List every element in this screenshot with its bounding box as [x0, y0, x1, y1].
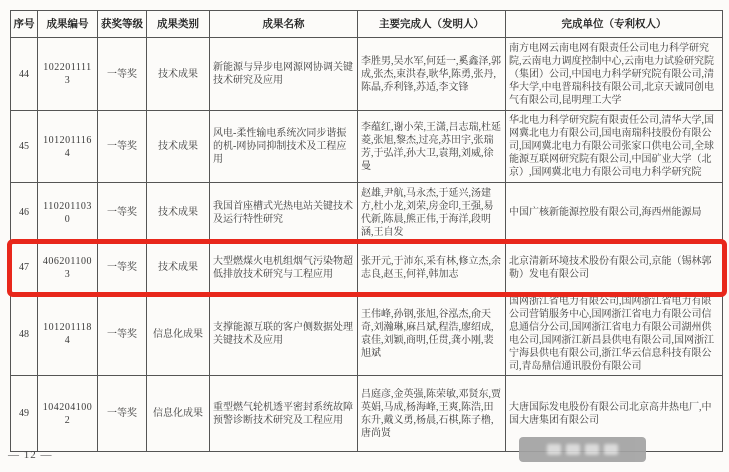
col-header-achievement-name: 成果名称 — [210, 11, 358, 38]
cell-achievement-code: 1022011113 — [38, 38, 98, 111]
table-row — [11, 293, 723, 376]
col-header-category: 成果类别 — [147, 11, 210, 38]
cell-serial-number: 45 — [11, 111, 38, 183]
cell-category: 信息化成果 — [147, 376, 210, 452]
cell-achievement-name: 大型燃煤火电机组烟气污染物超低排放技术研究与工程应用 — [210, 243, 358, 293]
col-header-main-contributors: 主要完成人（发明人） — [358, 11, 506, 38]
cell-main-contributors: 张开元,于沛东,采有林,修立杰,余志良,赵玉,何祥,韩加志 — [358, 243, 506, 293]
cell-completing-units: 北京清新环境技术股份有限公司,京能（锡林郭勒）发电有限公司 — [506, 243, 723, 293]
page-number: — 12 — — [8, 449, 53, 461]
cell-main-contributors: 赵雄,尹航,马永杰,于延兴,汤建方,杜小龙,刘荣,房金印,王强,易代新,陈晨,熊正伟,于海洋,段明涵,王自发 — [358, 183, 506, 243]
col-header-serial-number: 序号 — [11, 11, 38, 38]
cell-main-contributors: 李胜男,吴水军,何廷一,奚鑫泽,郭成,张杰,束洪春,耿华,陈勇,张丹,陈晶,乔利锋,苏适,李文锋 — [358, 38, 506, 111]
cell-achievement-code: 4062011003 — [38, 243, 98, 293]
cell-serial-number: 48 — [11, 293, 38, 376]
cell-achievement-name: 新能源与异步电网源网协调关键技术研究及应用 — [210, 38, 358, 111]
cell-main-contributors: 李蕴红,谢小荣,王潇,吕志瑞,杜延菱,张旭,黎杰,过亮,苏田宇,张瑞芳,于弘洋,孙大卫,袁翔,刘威,徐曼 — [358, 111, 506, 183]
watermark-glyph — [547, 444, 561, 455]
cell-award-level: 一等奖 — [98, 183, 147, 243]
cell-achievement-code: 1042041002 — [38, 376, 98, 452]
col-header-award-level: 获奖等级 — [98, 11, 147, 38]
col-header-achievement-code: 成果编号 — [38, 11, 98, 38]
cell-serial-number: 49 — [11, 376, 38, 452]
cell-category: 技术成果 — [147, 243, 210, 293]
col-header-completing-units: 完成单位（专利权人） — [506, 11, 723, 38]
cell-completing-units: 南方电网云南电网有限责任公司电力科学研究院,云南电力调度控制中心,云南电力试验研究院（集团）公司,中国电力科学研究院有限公司,清华大学,中电普瑞科技有限公司,北京天诚同创电气有限公司,昆明理工大学 — [506, 38, 723, 111]
cell-achievement-code: 1102011030 — [38, 183, 98, 243]
watermark-glyph — [585, 444, 599, 455]
table-row — [11, 38, 723, 111]
award-results-table — [10, 10, 723, 452]
cell-category: 信息化成果 — [147, 293, 210, 376]
cell-achievement-name: 我国首座槽式光热电站关键技术及运行特性研究 — [210, 183, 358, 243]
cell-serial-number: 44 — [11, 38, 38, 111]
table-header-row — [11, 11, 723, 38]
cell-serial-number: 47 — [11, 243, 38, 293]
cell-completing-units: 国网浙江省电力有限公司,国网浙江省电力有限公司营销服务中心,国网浙江省电力有限公司信息通信分公司,国网浙江省电力有限公司湖州供电公司,国网浙江新昌县供电有限公司,国网浙江宁海县供电有限公司,浙江华云信息科技有限公司,青岛鼎信通讯股份有限公司 — [506, 293, 723, 376]
cell-achievement-name: 重型燃气轮机透平密封系统故障预警诊断技术研究及工程应用 — [210, 376, 358, 452]
cell-award-level: 一等奖 — [98, 38, 147, 111]
cell-award-level: 一等奖 — [98, 293, 147, 376]
cell-main-contributors: 王伟峰,孙钢,张旭,谷泓杰,俞天奇,刘瀚琳,麻吕斌,程浩,廖绍成,袁佳,刘颖,商明,任贯,龚小刚,裴旭斌 — [358, 293, 506, 376]
cell-achievement-code: 1012011184 — [38, 293, 98, 376]
cell-category: 技术成果 — [147, 38, 210, 111]
cell-completing-units: 华北电力科学研究院有限责任公司,清华大学,国网冀北电力有限公司,国电南瑞科技股份有限公司,国网冀北电力有限公司张家口供电公司,全球能源互联网研究院有限公司,中国矿业大学（北京）,国网冀北电力有限公司电力科学研究院 — [506, 111, 723, 183]
watermark-logo — [519, 437, 646, 462]
table-row — [11, 183, 723, 243]
cell-main-contributors: 吕庭彦,金英强,陈荣敏,邓贤东,贾英娟,马成,杨海峰,王爽,陈浩,田东升,戴义勇,杨晨,石棋,陈子橹,唐尚贤 — [358, 376, 506, 452]
cell-award-level: 一等奖 — [98, 243, 147, 293]
cell-award-level: 一等奖 — [98, 376, 147, 452]
cell-category: 技术成果 — [147, 111, 210, 183]
cell-completing-units: 大唐国际发电股份有限公司北京高井热电厂,中国大唐集团有限公司 — [506, 376, 723, 452]
table-row — [11, 111, 723, 183]
cell-completing-units: 中国广核新能源控股有限公司,海西州能源局 — [506, 183, 723, 243]
cell-achievement-name: 风电-柔性输电系统次同步谐振的机-网协同抑制技术及工程应用 — [210, 111, 358, 183]
cell-achievement-code: 1012011164 — [38, 111, 98, 183]
watermark-glyph — [604, 444, 618, 455]
watermark-glyph — [566, 444, 580, 455]
cell-serial-number: 46 — [11, 183, 38, 243]
cell-category: 技术成果 — [147, 183, 210, 243]
table-row — [11, 243, 723, 293]
cell-achievement-name: 支撑能源互联的客户侧数据处理关键技术及应用 — [210, 293, 358, 376]
cell-award-level: 一等奖 — [98, 111, 147, 183]
